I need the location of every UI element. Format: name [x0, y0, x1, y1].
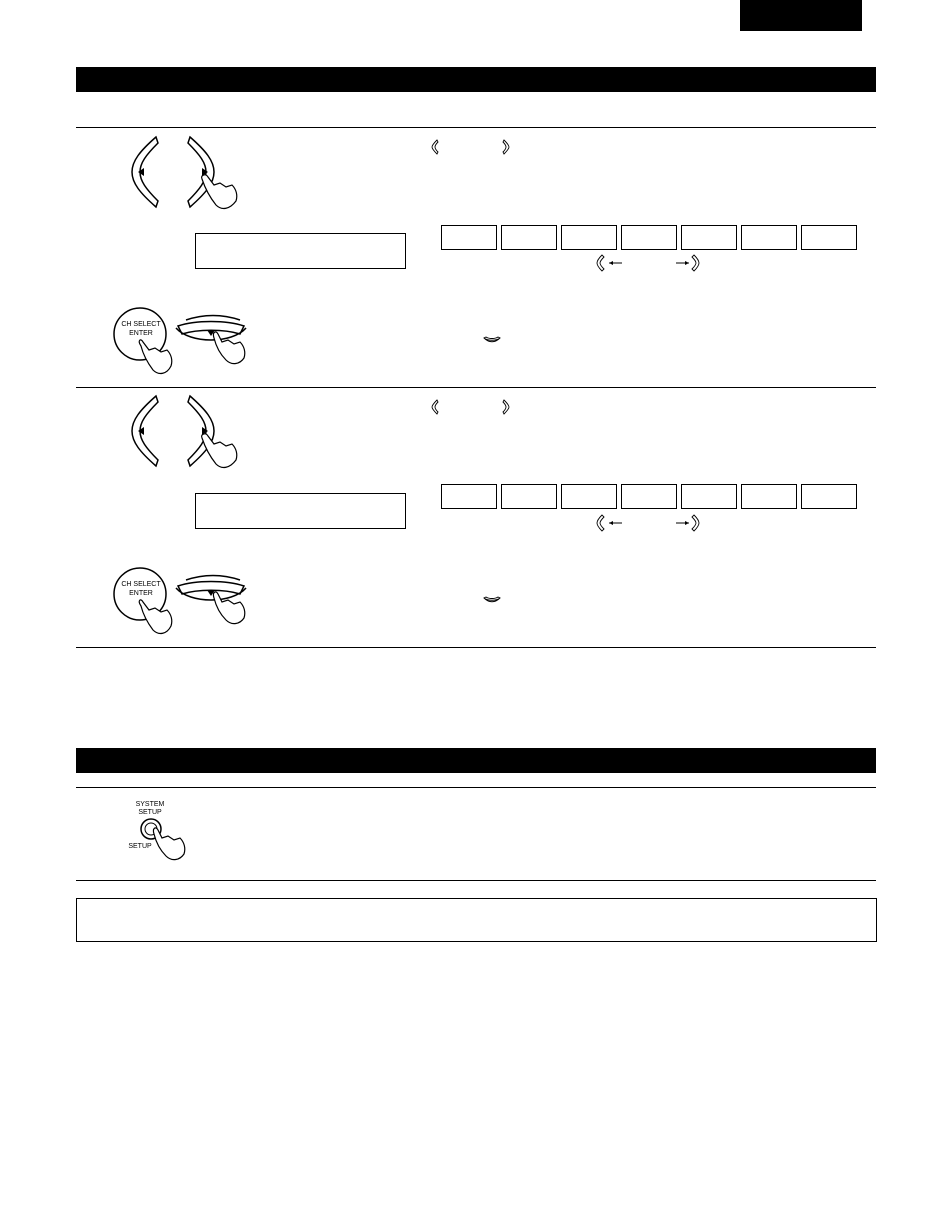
down-cursor-icon	[483, 596, 501, 604]
system-setup-button-icon	[138, 818, 218, 866]
right-cursor-button-icon	[186, 135, 242, 215]
left-cursor-button-icon	[128, 394, 160, 468]
left-cursor-icon	[431, 399, 439, 415]
section-header-bar-1	[76, 67, 876, 92]
divider	[76, 127, 876, 128]
divider	[76, 880, 876, 881]
divider	[76, 387, 876, 388]
down-cursor-icon	[483, 336, 501, 344]
ch-select-enter-button-icon	[113, 306, 183, 378]
sequence-box	[561, 225, 617, 250]
sequence-box	[561, 484, 617, 509]
divider	[76, 787, 876, 788]
language-tab	[740, 0, 862, 31]
sequence-box	[801, 484, 857, 509]
system-setup-label: SYSTEM SETUP	[135, 801, 165, 816]
sequence-box	[441, 225, 497, 250]
sequence-box	[801, 225, 857, 250]
sequence-box	[681, 225, 737, 250]
down-cursor-button-icon	[176, 314, 258, 368]
divider	[76, 647, 876, 648]
ch-select-enter-button-icon	[113, 566, 183, 638]
sequence-box	[621, 484, 677, 509]
right-cursor-button-icon	[186, 394, 242, 474]
sequence-box	[501, 484, 557, 509]
left-cursor-icon	[431, 139, 439, 155]
cursor-direction-legend	[596, 513, 700, 533]
ch-select-label: CH SELECT ENTER	[121, 581, 161, 597]
sequence-box	[681, 484, 737, 509]
sequence-box	[621, 225, 677, 250]
sequence-box	[501, 225, 557, 250]
sequence-box	[741, 484, 797, 509]
display-box	[195, 233, 406, 269]
setup-label: SETUP	[128, 843, 152, 850]
sequence-box	[741, 225, 797, 250]
down-cursor-button-icon	[176, 574, 258, 628]
left-cursor-button-icon	[128, 135, 160, 209]
display-box	[195, 493, 406, 529]
note-box	[76, 898, 877, 942]
sequence-box	[441, 484, 497, 509]
cursor-direction-legend	[596, 253, 700, 273]
right-cursor-icon	[502, 139, 510, 155]
right-cursor-icon	[502, 399, 510, 415]
section-header-bar-2	[76, 748, 876, 773]
ch-select-label: CH SELECT ENTER	[121, 321, 161, 337]
